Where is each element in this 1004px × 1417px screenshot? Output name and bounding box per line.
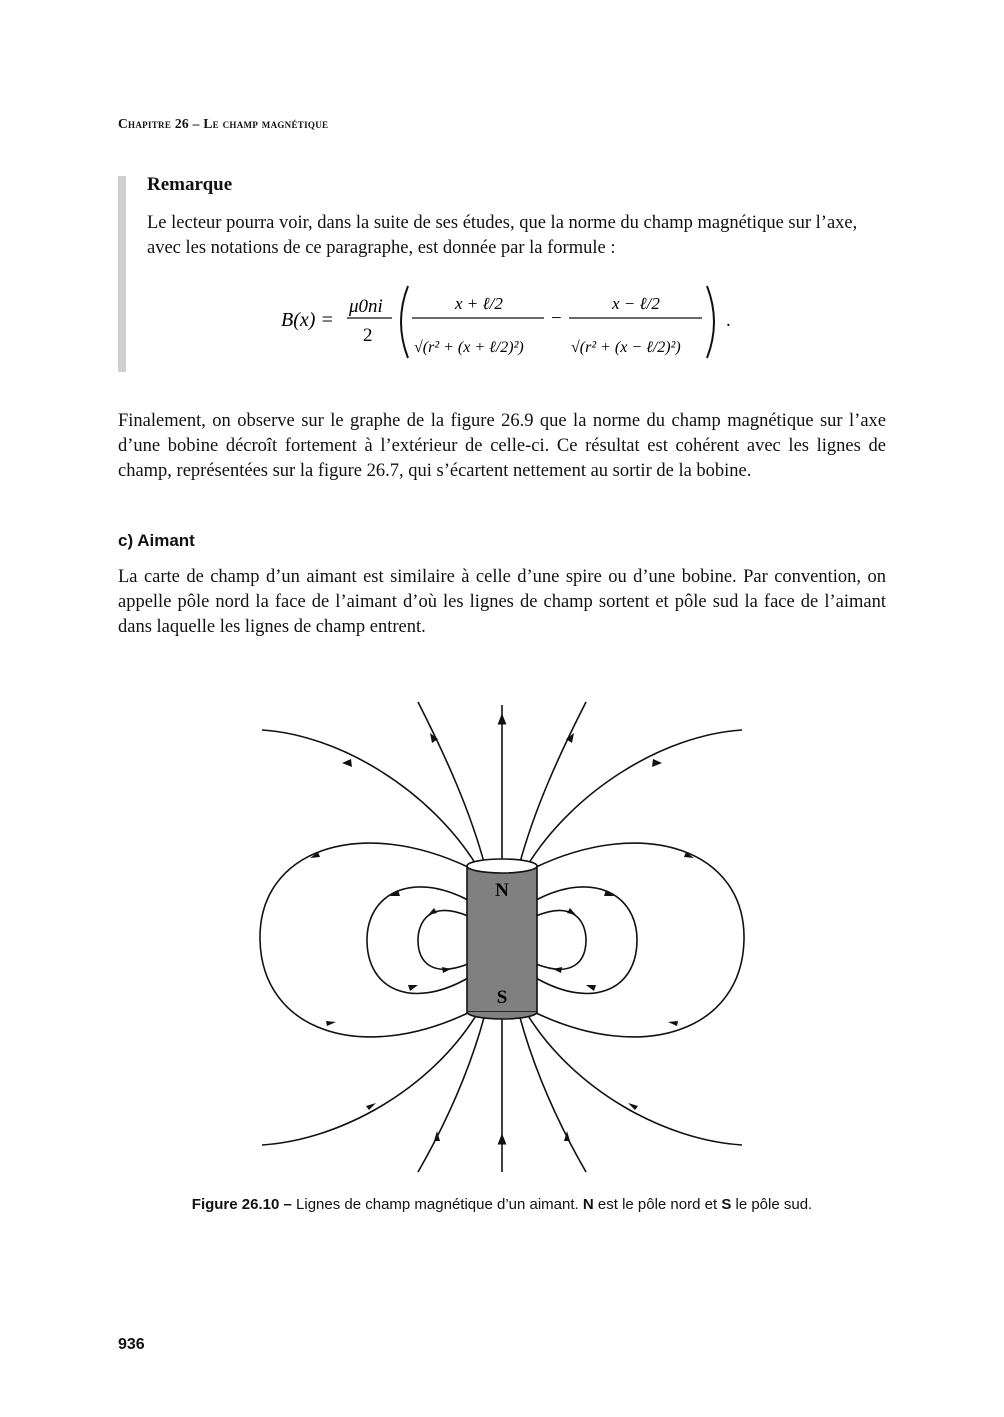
paragraph-1: Finalement, on observe sur le graphe de la figure 26.9 que la norme du champ magnétique sur l’axe d’une bobine décroît fortement à l’extérieur de celle-ci. Ce résultat est cohérent avec les lignes de champ, représentées sur la figure 26.7, qui s’écartent nettement au sortir de la bobine. bbox=[118, 411, 886, 481]
arrowhead-11 bbox=[442, 967, 451, 973]
arrowhead-3 bbox=[342, 759, 352, 767]
formula-lhs: B(x) = bbox=[281, 309, 334, 331]
field-line-top-left-steep bbox=[418, 702, 485, 866]
south-pole-label: S bbox=[496, 987, 508, 1008]
paragraph-2: La carte de champ d’un aimant est similaire à celle d’une spire ou d’une bobine. Par convention, on appelle pôle nord la face de l’aimant d’où les lignes de champ sortent et pôle sud la face de l’aimant dans laquelle les lignes de champ entrent. bbox=[118, 567, 886, 637]
caption-text-b: est le pôle nord et bbox=[593, 1196, 722, 1213]
field-loop-right-inner bbox=[536, 910, 586, 969]
caption-label: Figure 26.10 bbox=[191, 1196, 280, 1213]
field-loop-left-inner bbox=[418, 910, 468, 969]
right-paren bbox=[707, 286, 714, 358]
arrowhead-17 bbox=[366, 1103, 376, 1110]
arrowhead-10 bbox=[567, 908, 576, 915]
term2-num: x − ℓ/2 bbox=[612, 294, 660, 313]
formula-end: . bbox=[726, 310, 731, 331]
field-loop-right-outer bbox=[534, 843, 744, 1037]
field-line-top-left-wide bbox=[262, 730, 477, 866]
left-paren bbox=[401, 286, 408, 358]
term2-den: √(r² + (x − ℓ/2)²) bbox=[571, 339, 681, 356]
figure-caption bbox=[180, 1194, 824, 1216]
caption-text-a: Lignes de champ magnétique d’un aimant. bbox=[296, 1196, 583, 1213]
term1-num: x + ℓ/2 bbox=[455, 294, 503, 313]
north-pole-label: N bbox=[495, 880, 509, 901]
field-line-bottom-left-steep bbox=[418, 1014, 485, 1172]
magnet-field-figure bbox=[0, 690, 1004, 1180]
field-line-bottom-right-wide bbox=[527, 1014, 742, 1145]
term1-den: √(r² + (x + ℓ/2)²) bbox=[414, 339, 524, 356]
arrowhead-4 bbox=[652, 759, 662, 767]
arrowhead-15 bbox=[326, 1021, 336, 1026]
chapter-prefix: Chapitre 26 – bbox=[118, 116, 204, 131]
arrowhead-12 bbox=[553, 967, 562, 973]
chapter-title: Le champ magnétique bbox=[203, 116, 329, 131]
caption-s: S bbox=[721, 1196, 732, 1213]
caption-dash: – bbox=[279, 1196, 297, 1213]
page-number: 936 bbox=[118, 1336, 145, 1353]
subheading-aimant: c) Aimant bbox=[118, 531, 195, 550]
magnet-top-face bbox=[467, 859, 537, 873]
field-line-bottom-left-wide bbox=[262, 1014, 477, 1145]
arrowhead-14 bbox=[586, 985, 596, 991]
field-line-top-right-wide bbox=[527, 730, 742, 866]
formula-coef-den: 2 bbox=[363, 325, 373, 346]
caption-text-c: le pôle sud. bbox=[731, 1196, 813, 1213]
arrowhead-9 bbox=[428, 908, 437, 915]
remark-title: Remarque bbox=[147, 174, 233, 195]
remark-text: Le lecteur pourra voir, dans la suite de ses études, que la norme du champ magnétique sur l’axe, avec les notations de ce paragraphe, est donnée par la formule : bbox=[147, 213, 858, 258]
caption-n: N bbox=[582, 1196, 594, 1213]
magnet-bottom-edge bbox=[467, 1012, 537, 1019]
arrowhead-13 bbox=[408, 985, 418, 991]
minus-sign: − bbox=[551, 308, 562, 329]
formula-coef-num: μ0ni bbox=[349, 296, 383, 317]
formula bbox=[0, 276, 1004, 370]
field-line-bottom-right-steep bbox=[519, 1014, 586, 1172]
field-loop-left-outer bbox=[260, 843, 470, 1037]
arrowhead-16 bbox=[668, 1021, 678, 1026]
field-line-top-right-steep bbox=[519, 702, 586, 866]
arrowhead-18 bbox=[628, 1103, 638, 1110]
chapter-header bbox=[118, 116, 328, 132]
